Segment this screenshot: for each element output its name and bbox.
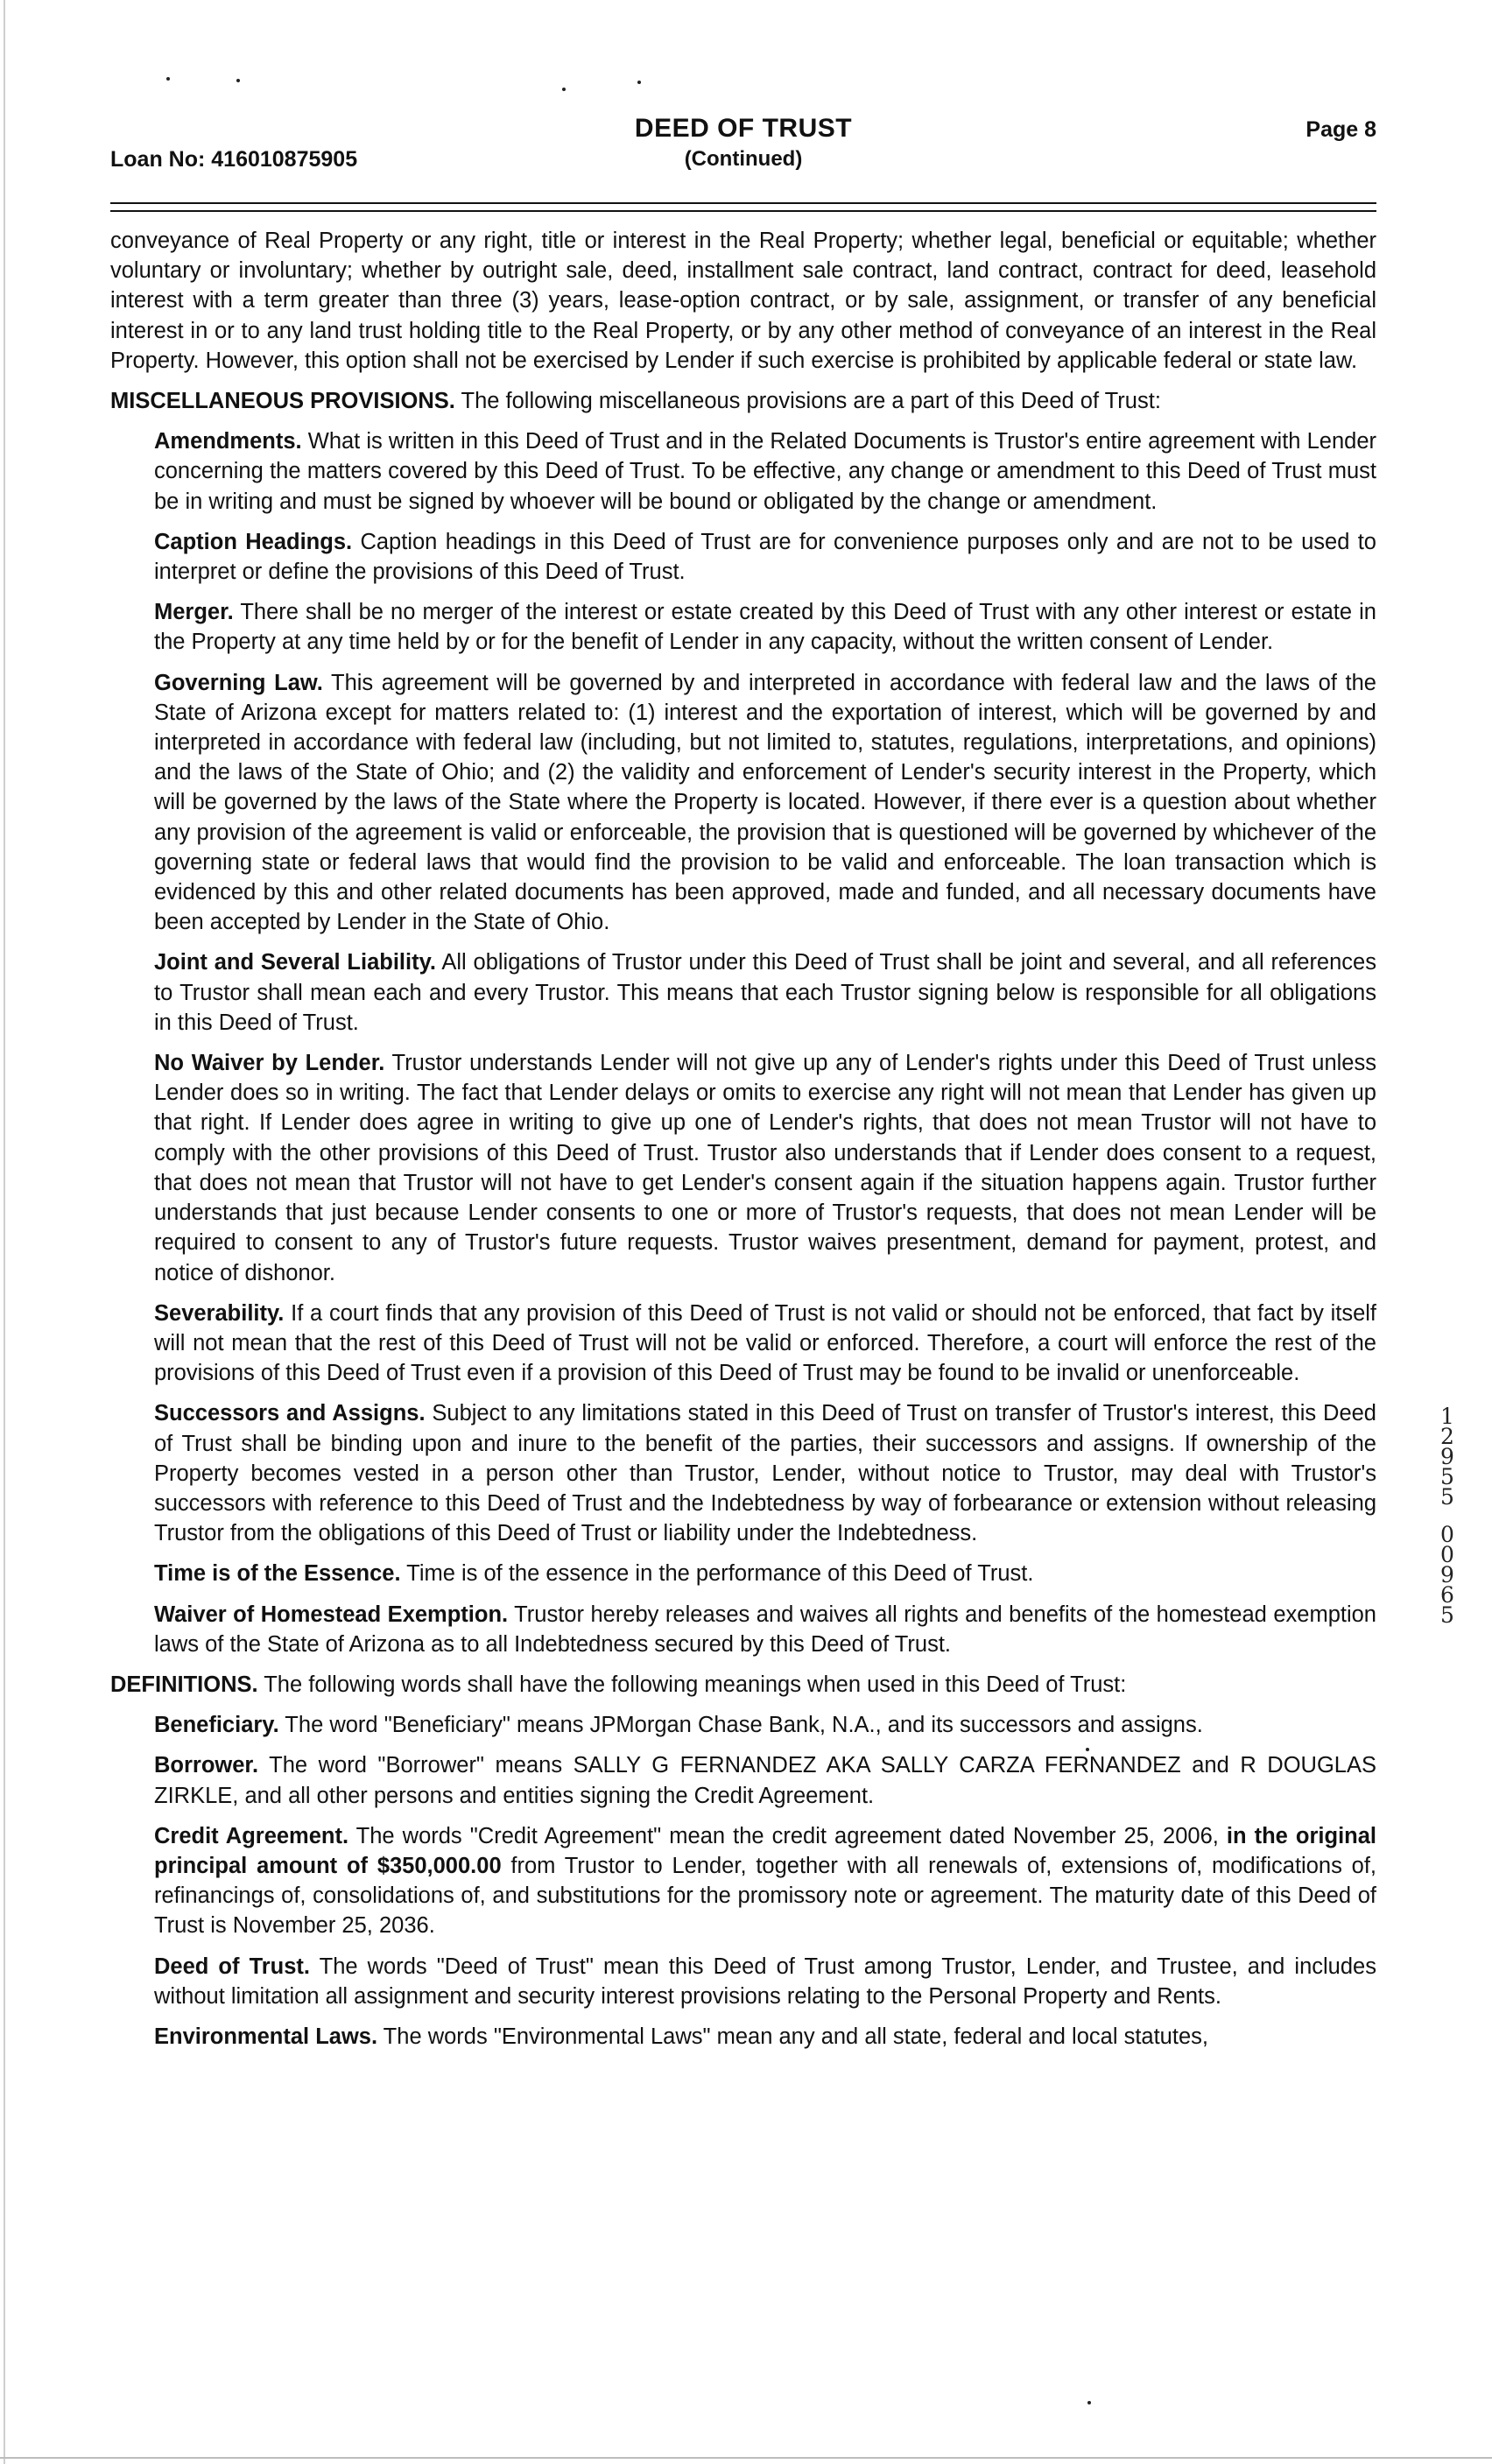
header-rule-top: [110, 202, 1376, 204]
scan-speck: [1087, 2401, 1091, 2404]
clause-joint-liability: Joint and Several Liability. All obligations of Trustor under this Deed of Trust shall be joint and several, and all references to Trustor shall mean each and every Trustor. This means that each Trustor signing below is responsible for all obligations in this Deed of Trust.: [154, 950, 1376, 1035]
clause-merger: Merger. There shall be no merger of the interest or estate created by this Deed of Trust with any other interest or estate in the Property at any time held by or for the benefit of Lender in any capacity, without the written consent of Lender.: [154, 600, 1376, 655]
document-subtitle: (Continued): [684, 147, 803, 171]
definition-term: Environmental Laws.: [154, 2024, 378, 2049]
scan-speck: [166, 77, 170, 81]
scan-edge-bottom: [0, 2457, 1492, 2459]
recording-number-stamp: 1 2 9 5 5 0 0 9 6 5: [1440, 1404, 1454, 1628]
clause-governing-law: Governing Law. This agreement will be governed by and interpreted in accordance with federal law and the laws of the State of Arizona except for matters related to: (1) interest and the exportation of interest, which will be governed by and interpreted in accordance with federal law (including, but not limited to, statutes, regulations, interpretations, and opinions) and the laws of the State of Ohio; and (2) the validity and enforcement of Lender's security interest in the Property, which will be governed by the laws of the State where the Property is located. However, if there ever is a question about whether any provision of the agreement is valid or enforceable, the provision that is questioned will be governed by whichever of the governing state or federal laws that would find the provision to be valid and enforceable. The loan transaction which is evidenced by this and other related documents has been approved, made and funded, and all necessary documents have been accepted by Lender in the State of Ohio.: [154, 670, 1376, 935]
clause-severability: Severability. If a court finds that any provision of this Deed of Trust is not valid or should not be enforced, that fact by itself will not mean that the rest of this Deed of Trust will not be valid or enforced. Therefore, a court will enforce the rest of the provisions of this Deed of Trust even if a provision of this Deed of Trust may be found to be invalid or unenforceable.: [154, 1300, 1376, 1386]
clause-caption-headings: Caption Headings. Caption headings in this Deed of Trust are for convenience purposes only and are not to be used to interpret or define the provisions of this Deed of Trust.: [154, 529, 1376, 585]
clause-successors: Successors and Assigns. Subject to any limitations stated in this Deed of Trust on transfer of Trustor's interest, this Deed of Trust shall be binding upon and inure to the benefit of the parties, their successors and assigns. If ownership of the Property becomes vested in a person other than Trustor, Lender, without notice to Trustor, may deal with Trustor's successors with reference to this Deed of Trust and the Indebtedness by way of forbearance or extension without releasing Trustor from the obligations of this Deed of Trust or liability under the Indebtedness.: [154, 1401, 1376, 1546]
definition-borrower: Borrower. The word "Borrower" means SALLY G FERNANDEZ AKA SALLY CARZA FERNANDEZ and R DOUGLAS ZIRKLE, and all other persons and entities signing the Credit Agreement.: [154, 1753, 1376, 1808]
scan-edge-left: [4, 0, 5, 2464]
clause-term: Amendments.: [154, 429, 302, 454]
section-heading: DEFINITIONS.: [110, 1672, 258, 1697]
document-title: DEED OF TRUST: [634, 114, 853, 143]
clause-term: Successors and Assigns.: [154, 1401, 426, 1426]
clause-term: Caption Headings.: [154, 529, 353, 554]
definition-term: Borrower.: [154, 1753, 259, 1778]
clause-term: Governing Law.: [154, 670, 323, 695]
definition-term: Deed of Trust.: [154, 1954, 310, 1979]
clause-homestead: Waiver of Homestead Exemption. Trustor hereby releases and waives all rights and benefits of the homestead exemption laws of the State of Arizona as to all Indebtedness secured by this Deed of Trust.: [154, 1602, 1376, 1657]
definition-term: Credit Agreement.: [154, 1823, 349, 1848]
definitions-heading: DEFINITIONS. The following words shall have the following meanings when used in this Deed of Trust:: [110, 1672, 1127, 1697]
definition-environmental-laws: Environmental Laws. The words "Environmental Laws" mean any and all state, federal and local statutes,: [154, 2024, 1208, 2049]
continuation-paragraph: conveyance of Real Property or any right, title or interest in the Real Property; whether legal, beneficial or equitable; whether voluntary or involuntary; whether by outright sale, deed, installment sale contract, land contract, contract for deed, leasehold interest with a term greater than three (3) years, lease-option contract, or by sale, assignment, or transfer of any beneficial interest in or to any land trust holding title to the Real Property, or by any other method of conveyance of an interest in the Real Property. However, this option shall not be exercised by Lender if such exercise is prohibited by applicable federal or state law.: [110, 229, 1376, 373]
clause-term: Merger.: [154, 600, 234, 625]
clause-term: Severability.: [154, 1300, 285, 1326]
header-rule-bottom: [110, 210, 1376, 212]
page-number: Page 8: [1306, 117, 1376, 142]
definition-deed-of-trust: Deed of Trust. The words "Deed of Trust" mean this Deed of Trust among Trustor, Lender, and Trustee, and includes without limitation all assignment and security interest provisions relating to the Personal Property and Rents.: [154, 1954, 1376, 2009]
scan-speck: [562, 88, 566, 91]
definition-credit-agreement: Credit Agreement. The words "Credit Agreement" mean the credit agreement dated November 25, 2006, in the original principal amount of $350,000.00 from Trustor to Lender, together with all renewals of, extensions of, modifications of, refinancings of, consolidations of, and substitutions for the promissory note or agreement. The maturity date of this Deed of Trust is November 25, 2036.: [154, 1823, 1376, 1939]
clause-term: No Waiver by Lender.: [154, 1051, 385, 1076]
section-heading: MISCELLANEOUS PROVISIONS.: [110, 389, 455, 414]
clause-no-waiver: No Waiver by Lender. Trustor understands Lender will not give up any of Lender's rights under this Deed of Trust unless Lender does so in writing. The fact that Lender delays or omits to exercise any right will not mean that Lender has given up that right. If Lender does agree in writing to give up one of Lender's rights, that does not mean Trustor will not have to comply with the other provisions of this Deed of Trust. Trustor also understands that if Lender does consent to a request, that does not mean that Trustor will not have to get Lender's consent again if the situation happens again. Trustor further understands that just because Lender consents to one or more of Trustor's requests, that does not mean Lender will be required to consent to any of Trustor's future requests. Trustor waives presentment, demand for payment, protest, and notice of dishonor.: [154, 1051, 1376, 1285]
document-body: [110, 226, 1376, 2062]
clause-amendments: Amendments. What is written in this Deed of Trust and in the Related Documents is Trustor's entire agreement with Lender concerning the matters covered by this Deed of Trust. To be effective, any change or amendment to this Deed of Trust must be in writing and must be signed by whoever will be bound or obligated by the change or amendment.: [154, 429, 1376, 514]
clause-term: Time is of the Essence.: [154, 1561, 401, 1587]
scan-speck: [236, 79, 240, 82]
misc-provisions-heading: MISCELLANEOUS PROVISIONS. The following miscellaneous provisions are a part of this Deed of Trust:: [110, 389, 1161, 414]
scan-speck: [637, 81, 641, 84]
definition-beneficiary: Beneficiary. The word "Beneficiary" means JPMorgan Chase Bank, N.A., and its successors and assigns.: [154, 1713, 1203, 1738]
principal-amount: in the original principal amount of $350,000.00: [154, 1823, 1376, 1878]
page-header: [110, 114, 1376, 184]
clause-time-essence: Time is of the Essence. Time is of the essence in the performance of this Deed of Trust.: [154, 1561, 1034, 1587]
clause-term: Waiver of Homestead Exemption.: [154, 1602, 509, 1627]
clause-term: Joint and Several Liability.: [154, 950, 436, 975]
loan-number: Loan No: 416010875905: [110, 147, 358, 172]
definition-term: Beneficiary.: [154, 1713, 279, 1738]
